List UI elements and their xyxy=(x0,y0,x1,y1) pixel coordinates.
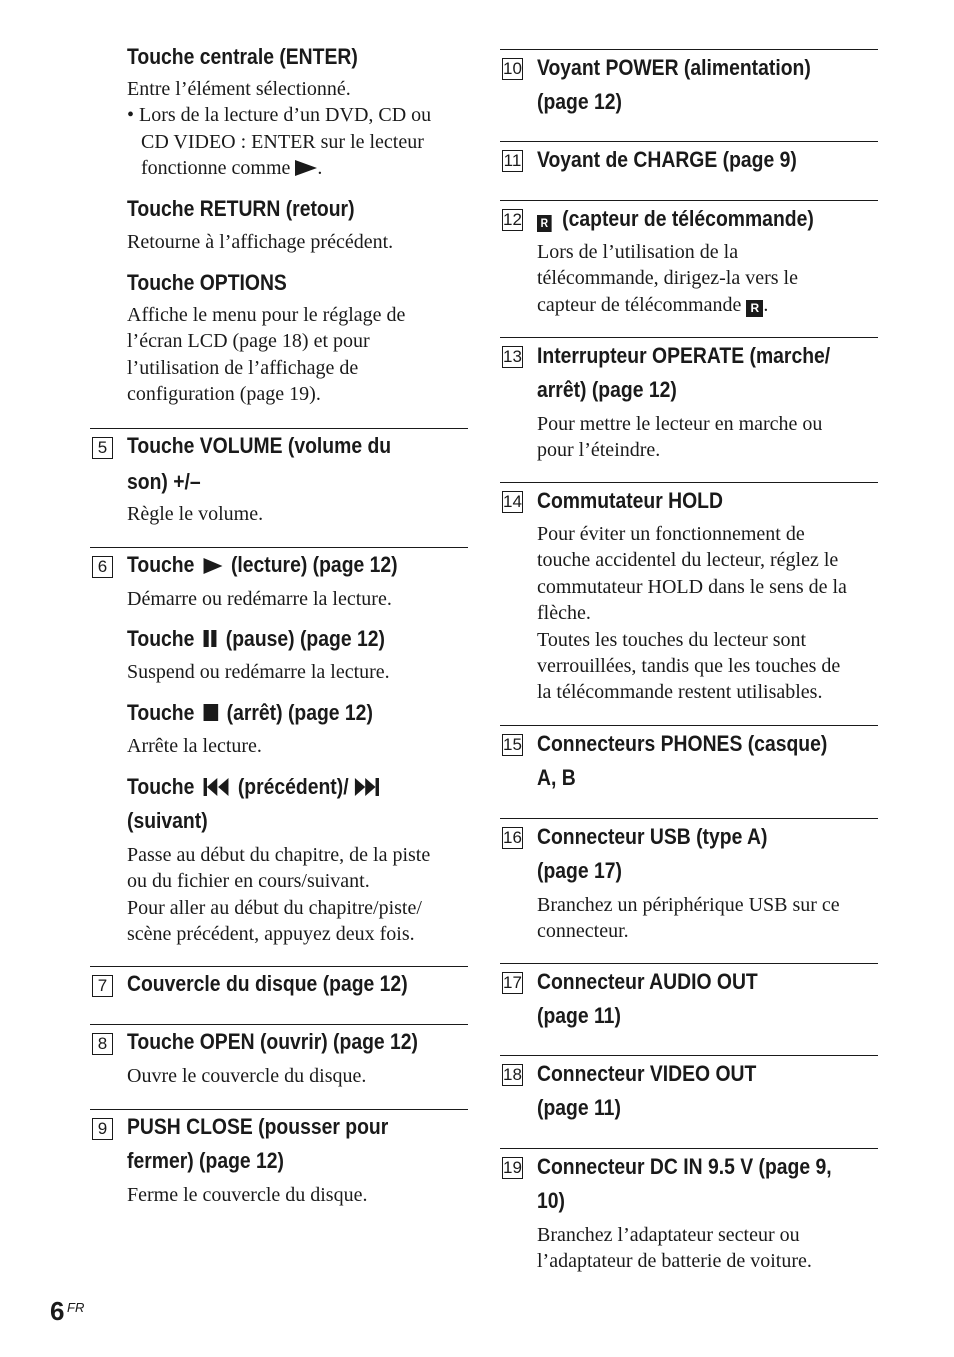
item-17 xyxy=(500,963,878,1049)
item-18-number: 18 xyxy=(503,1065,522,1084)
item-18-heading-line-1: Connecteur VIDEO OUT xyxy=(537,1061,757,1086)
pause-heading-a: Touche xyxy=(127,626,195,651)
options-description xyxy=(127,302,405,408)
stop-heading-a: Touche xyxy=(127,700,195,725)
item-18 xyxy=(500,1055,878,1141)
item-12-description xyxy=(537,239,798,318)
item-8 xyxy=(90,1024,468,1105)
item-14-body-line-5: Toutes les touches du lecteur sont xyxy=(537,628,807,651)
bullet-mark: • xyxy=(127,104,135,127)
item-12-number: 12 xyxy=(503,210,522,229)
item-8-number: 8 xyxy=(92,1033,113,1055)
item-11 xyxy=(500,141,878,192)
item-12-heading-text: (capteur de télécommande) xyxy=(562,206,814,231)
prevnext-heading-line-2: (suivant) xyxy=(127,808,208,833)
item-12-body-line-2: télécommande, dirigez-la vers le xyxy=(537,267,798,290)
item-6 xyxy=(90,547,468,953)
item-6-heading-b: (lecture) (page 12) xyxy=(230,552,398,577)
item-17-number: 17 xyxy=(503,973,522,992)
pause-icon xyxy=(203,623,218,657)
stop-icon xyxy=(203,704,218,721)
item-13-number: 13 xyxy=(503,347,522,366)
item-13-description xyxy=(537,411,822,464)
item-15-heading-line-2: A, B xyxy=(537,765,576,790)
options-body-line-1: Affiche le menu pour le réglage de xyxy=(127,304,406,326)
item-19 xyxy=(500,1148,878,1279)
item-6-heading-a: Touche xyxy=(127,552,195,577)
item-19-number: 19 xyxy=(503,1158,522,1177)
item-14 xyxy=(500,482,878,713)
item-16 xyxy=(500,818,878,954)
prevnext-description xyxy=(127,842,430,948)
item-14-body-line-1: Pour éviter un fonctionnement de xyxy=(537,523,805,545)
item-10 xyxy=(500,49,878,135)
item-10-number: 10 xyxy=(503,59,522,78)
item-12 xyxy=(500,200,878,326)
item-13-heading-line-2: arrêt) (page 12) xyxy=(537,377,677,402)
item-13-body-line-1: Pour mettre le lecteur en marche ou xyxy=(537,413,823,435)
next-icon xyxy=(354,778,380,796)
item-13 xyxy=(500,337,878,473)
play-icon xyxy=(295,160,317,176)
item-7-heading: Couvercle du disque (page 12) xyxy=(127,971,408,996)
item-5-heading-line-1: Touche VOLUME (volume du xyxy=(127,433,392,458)
pause-heading-b: (pause) (page 12) xyxy=(225,626,385,651)
options-body-line-3: l’utilisation de l’affichage de xyxy=(127,356,359,379)
item-12-body-line-3: capteur de télécommande xyxy=(537,293,742,316)
item-11-heading: Voyant de CHARGE (page 9) xyxy=(537,147,797,172)
stop-description: Arrête la lecture. xyxy=(127,735,262,757)
item-14-body-line-3: commutateur HOLD dans le sens de la xyxy=(537,575,847,598)
item-5-number: 5 xyxy=(92,437,113,459)
item-16-heading-line-2: (page 17) xyxy=(537,858,622,883)
item-17-heading-line-2: (page 11) xyxy=(537,1003,621,1028)
item-12-body-line-3-end: . xyxy=(763,293,769,316)
stop-heading-b: (arrêt) (page 12) xyxy=(226,700,373,725)
item-5-description: Règle le volume. xyxy=(127,503,264,525)
enter-body-line-1: Entre l’élément sélectionné. xyxy=(127,78,351,100)
item-9-number: 9 xyxy=(92,1118,113,1140)
item-16-body-line-1: Branchez un périphérique USB sur ce xyxy=(537,894,840,916)
enter-body-line-2: Lors de la lecture d’un DVD, CD ou xyxy=(139,104,432,127)
remote-sensor-icon: R xyxy=(746,300,763,317)
options-heading: Touche OPTIONS xyxy=(127,270,287,295)
item-9-heading-line-1: PUSH CLOSE (pousser pour xyxy=(127,1114,389,1139)
item-14-body-line-6: verrouillées, tandis que les touches de xyxy=(537,655,841,678)
stop-heading xyxy=(127,696,373,730)
return-heading: Touche RETURN (retour) xyxy=(127,196,355,221)
page-language-suffix: FR xyxy=(67,1300,85,1315)
play-icon xyxy=(203,558,222,574)
item-14-body-line-7: la télécommande restent utilisables. xyxy=(537,681,823,704)
item-19-body-line-2: l’adaptateur de batterie de voiture. xyxy=(537,1250,812,1273)
prevnext-body-line-2: ou du fichier en cours/suivant. xyxy=(127,870,370,893)
item-8-description: Ouvre le couvercle du disque. xyxy=(127,1065,367,1087)
item-16-number: 16 xyxy=(503,828,522,847)
item-11-number: 11 xyxy=(503,151,522,170)
item-19-description xyxy=(537,1222,812,1275)
item-12-body-line-3-wrap xyxy=(537,292,798,318)
item-15-heading-line-1: Connecteurs PHONES (casque) xyxy=(537,731,828,756)
item-7 xyxy=(90,966,468,1017)
enter-body-line-3: CD VIDEO : ENTER sur le lecteur xyxy=(141,130,424,153)
item-6-heading xyxy=(127,548,398,582)
options-body-line-2: l’écran LCD (page 18) et pour xyxy=(127,330,370,353)
prevnext-body-line-1: Passe au début du chapitre, de la piste xyxy=(127,844,431,866)
item-14-body-line-2: touche accidentel du lecteur, réglez le xyxy=(537,549,839,572)
item-5 xyxy=(90,428,468,539)
item-19-heading-line-1: Connecteur DC IN 9.5 V (page 9, xyxy=(537,1154,832,1179)
options-body-line-4: configuration (page 19). xyxy=(127,383,321,406)
item-12-body-line-1: Lors de l’utilisation de la xyxy=(537,241,739,263)
item-9-heading-line-2: fermer) (page 12) xyxy=(127,1148,285,1173)
item-14-heading: Commutateur HOLD xyxy=(537,488,723,513)
item-14-number: 14 xyxy=(503,492,522,511)
page-number: 6 xyxy=(50,1296,65,1326)
item-5-heading-line-2: son) +/– xyxy=(127,469,201,494)
item-7-number: 7 xyxy=(92,975,113,997)
prevnext-body-line-3: Pour aller au début du chapitre/piste/ xyxy=(127,896,422,919)
enter-heading: Touche centrale (ENTER) xyxy=(127,44,358,69)
pause-heading xyxy=(127,622,385,657)
item-14-body-line-4: flèche. xyxy=(537,602,591,625)
item-6-number: 6 xyxy=(92,556,113,578)
item-18-heading-line-2: (page 11) xyxy=(537,1095,621,1120)
prevnext-body-line-4: scène précédent, appuyez deux fois. xyxy=(127,923,415,946)
enter-body-line-4-wrap xyxy=(127,155,431,181)
enter-body-line-4-end: . xyxy=(317,157,323,180)
item-10-heading-line-1: Voyant POWER (alimentation) xyxy=(537,55,811,80)
item-6-description: Démarre ou redémarre la lecture. xyxy=(127,588,392,610)
item-9 xyxy=(90,1109,468,1220)
enter-description xyxy=(127,76,431,182)
item-14-description xyxy=(537,521,847,706)
item-10-heading-line-2: (page 12) xyxy=(537,89,622,114)
item-15 xyxy=(500,725,878,811)
return-description: Retourne à l’affichage précédent. xyxy=(127,231,394,253)
item-16-description xyxy=(537,892,840,945)
item-16-body-line-2: connecteur. xyxy=(537,920,629,943)
remote-sensor-icon: R xyxy=(537,215,552,232)
item-13-heading-line-1: Interrupteur OPERATE (marche/ xyxy=(537,343,831,368)
pause-description: Suspend ou redémarre la lecture. xyxy=(127,661,390,683)
item-12-heading xyxy=(537,202,814,236)
item-13-body-line-2: pour l’éteindre. xyxy=(537,439,661,462)
prevnext-heading-b: (précédent)/ xyxy=(237,774,349,799)
item-19-heading-line-2: 10) xyxy=(537,1188,565,1213)
item-8-heading: Touche OPEN (ouvrir) (page 12) xyxy=(127,1029,419,1054)
item-15-number: 15 xyxy=(503,735,522,754)
prevnext-heading-line-1 xyxy=(127,770,380,804)
item-9-description: Ferme le couvercle du disque. xyxy=(127,1184,368,1206)
previous-icon xyxy=(203,778,229,796)
enter-bullet-line xyxy=(127,102,431,128)
item-19-body-line-1: Branchez l’adaptateur secteur ou xyxy=(537,1224,800,1246)
item-16-heading-line-1: Connecteur USB (type A) xyxy=(537,824,768,849)
item-17-heading-line-1: Connecteur AUDIO OUT xyxy=(537,969,758,994)
enter-body-line-4: fonctionne comme xyxy=(141,157,291,180)
prevnext-heading-a: Touche xyxy=(127,774,195,799)
